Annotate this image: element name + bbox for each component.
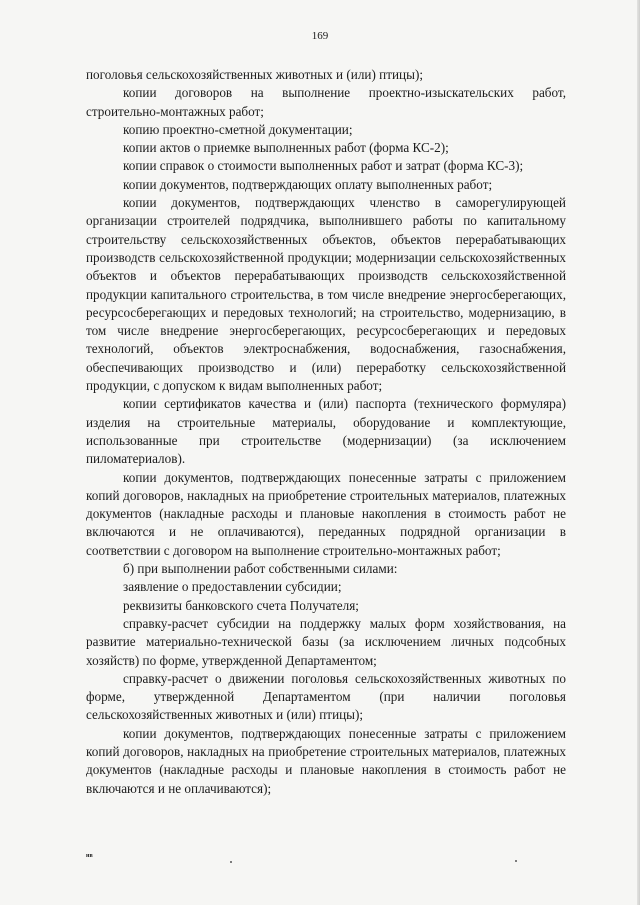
paragraph: заявление о предоставлении субсидии; [123,579,342,595]
scan-speck [515,860,517,862]
paragraph: копии документов, подтверждающих оплату выполненных работ; [123,176,493,192]
paragraph: справку-расчет субсидии на поддержку малых форм хозяйствования, на развитие материально-технической базы (за исключением личных подсобных хозяйств) по форме, утвержденной Департаментом; [86,615,566,668]
paragraph: поголовья сельскохозяйственных животных и (или) птицы); [86,67,424,82]
paragraph: б) при выполнении работ собственными силами: [123,561,398,577]
paragraph: копии справок о стоимости выполненных работ и затрат (форма КС-3); [123,158,524,174]
paragraph: копии сертификатов качества и (или) паспорта (технического формуляра) изделия на строительные материалы, оборудование и комплектующие, использованные при строительстве (модернизации) (за исключением пиломатериалов). [86,396,566,467]
paragraph: реквизиты банковского счета Получателя; [123,597,359,613]
scan-speck [230,861,232,863]
paragraph: копии документов, подтверждающих понесенные затраты с приложением копий договоров, накладных на приобретение строительных материалов, платежных документов (накладные расходы и плановые накопления в стоимость работ не включаются и не оплачиваются); [86,725,566,796]
paragraph: копию проектно-сметной документации; [123,121,353,137]
paragraph: справку-расчет о движении поголовья сельскохозяйственных животных по форме, утвержденной Департаментом (при наличии поголовья сельскохозяйственных животных и (или) птицы); [86,670,566,723]
document-body [86,66,566,798]
paragraph: копии документов, подтверждающих понесенные затраты с приложением копий договоров, накладных на приобретение строительных материалов, платежных документов (накладные расходы и плановые накопления в стоимость работ не включаются и не оплачиваются), переданных подрядной организации в соответствии с договором на выполнение строительно-монтажных работ; [86,469,566,558]
paragraph: копии актов о приемке выполненных работ (форма КС-2); [123,140,449,156]
paragraph: копии документов, подтверждающих членство в саморегулирующей организации строителей подрядчика, выполнившего работы по капитальному строительству сельскохозяйственных объектов, объектов перерабатывающих производств сельскохозяйственной продукции; модернизации сельскохозяйственных объектов и объектов перерабатывающих производств сельскохозяйственной продукции капитального строительства, в том числе внедрение энергосберегающих, ресурсосберегающих и передовых технологий; на строительство, модернизацию, в том числе внедрение энергосберегающих, ресурсосберегающих и передовых технологий, объектов электроснабжения, водоснабжения, газоснабжения, обеспечивающих производство и (или) переработку сельскохозяйственной продукции, с допуском к видам выполненных работ; [86,195,566,394]
page-number: 169 [311,30,329,42]
footer-mark: нв [86,853,93,859]
paragraph: копии договоров на выполнение проектно-изыскательских работ, строительно-монтажных работ; [86,85,566,119]
